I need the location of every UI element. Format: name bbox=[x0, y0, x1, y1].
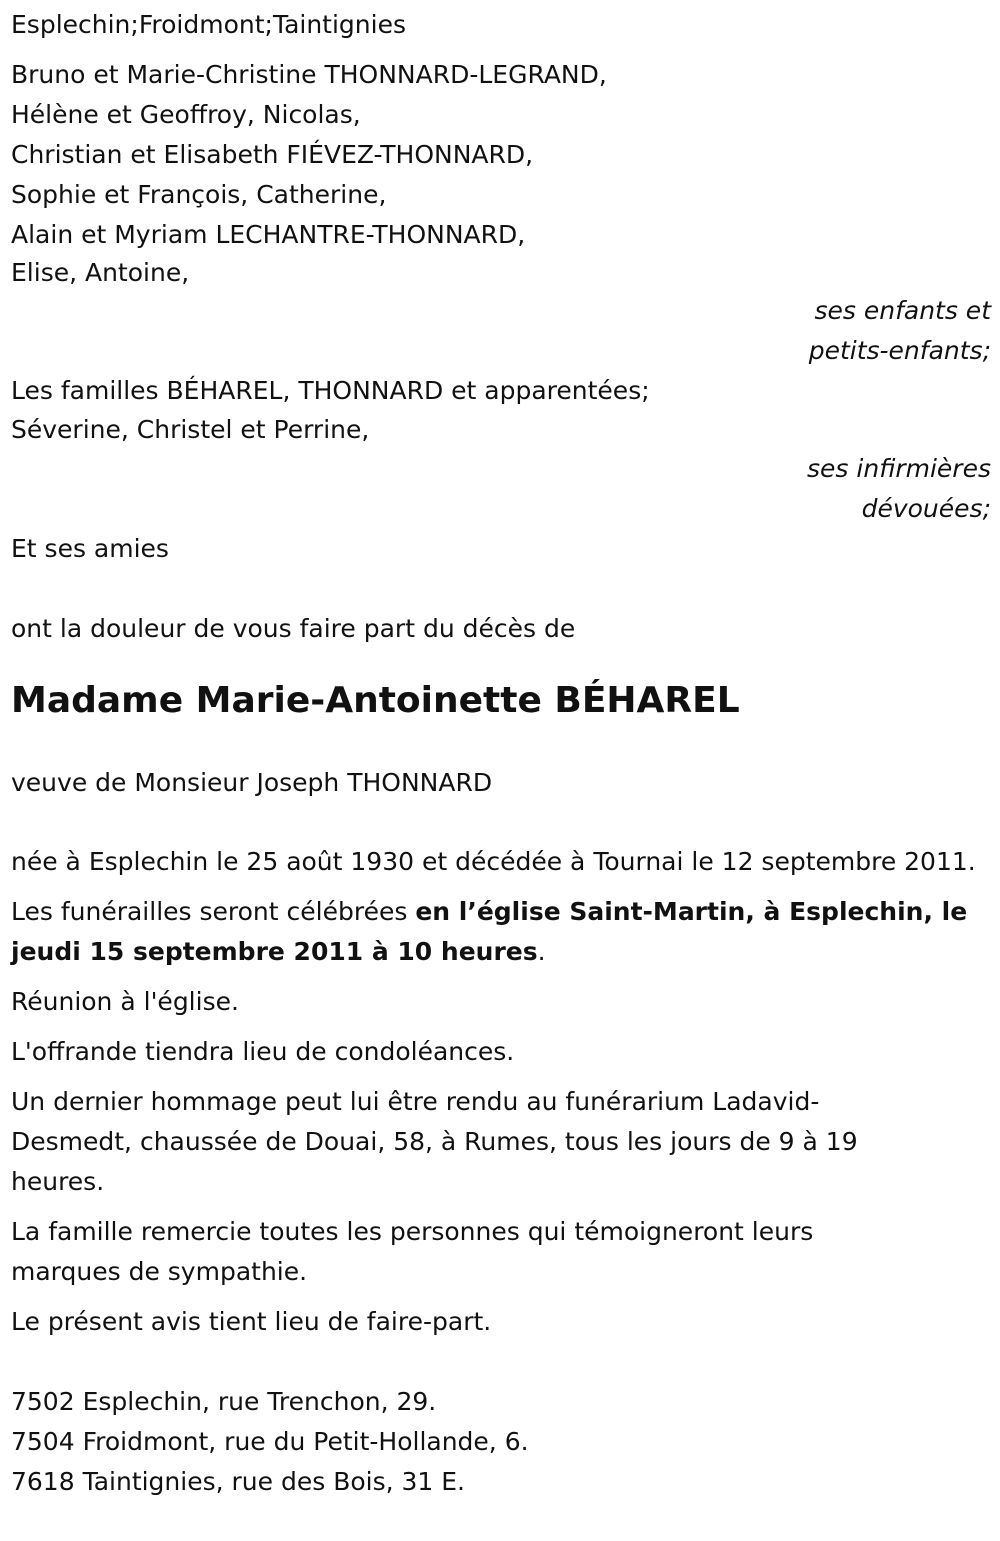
birth-death: née à Esplechin le 25 août 1930 et décédée à Tournai le 12 septembre 2011. bbox=[11, 847, 976, 876]
nurses-line: Séverine, Christel et Perrine, bbox=[11, 415, 370, 444]
address-line: 7618 Taintignies, rue des Bois, 31 E. bbox=[11, 1467, 466, 1496]
relation-line: petits-enfants; bbox=[808, 336, 991, 365]
family-line: Christian et Elisabeth FIÉVEZ-THONNARD, bbox=[11, 140, 534, 169]
families-line: Les familles BÉHAREL, THONNARD et apparentées; bbox=[11, 376, 650, 405]
address-line: 7504 Froidmont, rue du Petit-Hollande, 6. bbox=[11, 1427, 529, 1456]
family-line: Elise, Antoine, bbox=[11, 258, 190, 287]
relation-line: ses enfants et bbox=[814, 296, 991, 325]
family-line: Hélène et Geoffroy, Nicolas, bbox=[11, 100, 361, 129]
friends-line: Et ses amies bbox=[11, 534, 169, 563]
funeral-details: en l’église Saint-Martin, à Esplechin, le jeudi 15 septembre 2011 à 10 heures bbox=[11, 897, 968, 966]
family-line: Sophie et François, Catherine, bbox=[11, 180, 387, 209]
notice: Le présent avis tient lieu de faire-part. bbox=[11, 1307, 492, 1336]
family-line: Bruno et Marie-Christine THONNARD-LEGRAND, bbox=[11, 60, 607, 89]
deceased-name: Madame Marie-Antoinette BÉHAREL bbox=[11, 680, 740, 721]
obituary-notice bbox=[11, 5, 991, 1502]
relation-nurses bbox=[11, 449, 991, 529]
family-list bbox=[11, 55, 991, 291]
funeral-info bbox=[11, 892, 991, 972]
meeting: Réunion à l'église. bbox=[11, 987, 239, 1016]
relation-children bbox=[11, 291, 991, 371]
thanks: La famille remercie toutes les personnes qui témoigneront leurs marques de sympathie. bbox=[11, 1217, 814, 1286]
funeral-prefix: Les funérailles seront célébrées bbox=[11, 897, 416, 926]
widow-of: veuve de Monsieur Joseph THONNARD bbox=[11, 768, 493, 797]
addresses bbox=[11, 1382, 991, 1502]
funeral-suffix: . bbox=[537, 937, 546, 966]
tribute: Un dernier hommage peut lui être rendu au funérarium Ladavid-Desmedt, chaussée de Douai, 58, à Rumes, tous les jours de 9 à 19 heures. bbox=[11, 1087, 858, 1196]
relation-line: ses infirmières bbox=[807, 454, 991, 483]
offering: L'offrande tiendra lieu de condoléances. bbox=[11, 1037, 515, 1066]
announcement: ont la douleur de vous faire part du décès de bbox=[11, 614, 576, 643]
relation-line: dévouées; bbox=[861, 494, 991, 523]
address-line: 7502 Esplechin, rue Trenchon, 29. bbox=[11, 1387, 437, 1416]
header-places: Esplechin;Froidmont;Taintignies bbox=[11, 10, 406, 39]
family-line: Alain et Myriam LECHANTRE-THONNARD, bbox=[11, 220, 526, 249]
